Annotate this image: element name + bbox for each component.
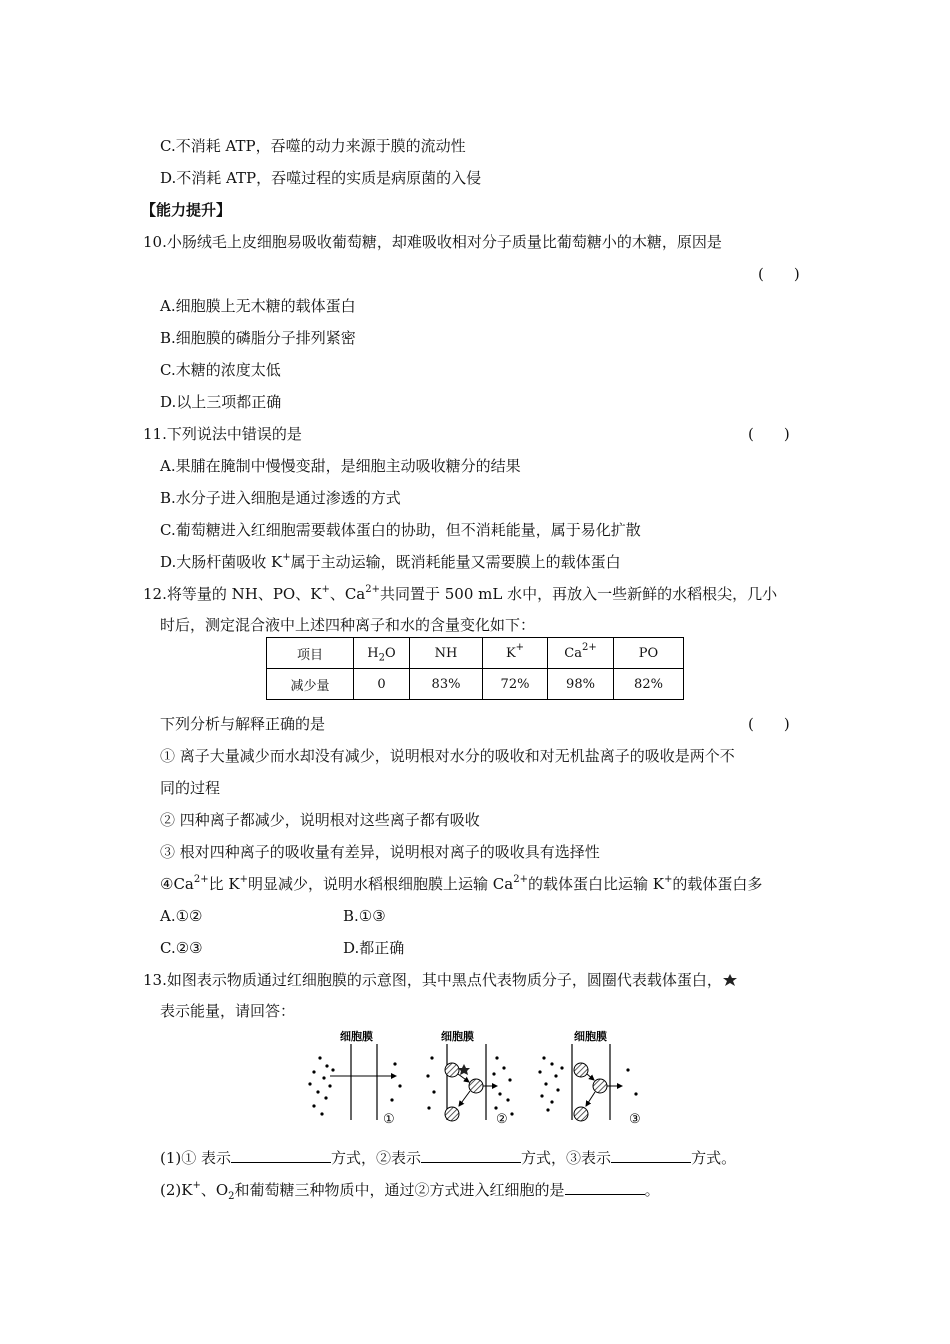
panel-2-active-transport <box>426 1029 513 1127</box>
q11-stem: 11.下列说法中错误的是 <box>143 425 302 443</box>
answer-blank-4[interactable] <box>565 1178 645 1195</box>
table-row <box>267 669 684 700</box>
q10-answer-paren: ( ) <box>758 265 800 283</box>
q12-stem-line2: 时后，测定混合液中上述四种离子和水的含量变化如下： <box>160 616 536 634</box>
q9-option-c: C.不消耗 ATP，吞噬的动力来源于膜的流动性 <box>160 137 466 155</box>
q10-option-b: B.细胞膜的磷脂分子排列紧密 <box>160 329 356 347</box>
carrier-protein <box>574 1063 588 1077</box>
q12-option-c: C.②③ <box>160 939 203 957</box>
q12-option-a: A.①② <box>160 907 203 925</box>
table-cell: $H_2O$ <box>354 638 410 669</box>
section-heading: 【能力提升】 <box>141 201 232 219</box>
q10-option-d: D.以上三项都正确 <box>160 393 282 411</box>
table-cell: 82% <box>614 669 684 700</box>
panel-1-free-diffusion <box>308 1029 401 1127</box>
table-cell: PO <box>614 638 684 669</box>
table-cell: 72% <box>483 669 548 700</box>
q11-option-c: C.葡萄糖进入红细胞需要载体蛋白的协助，但不消耗能量，属于易化扩散 <box>160 521 641 539</box>
q10-option-c: C.木糖的浓度太低 <box>160 361 281 379</box>
carrier-protein <box>574 1107 588 1121</box>
table-cell: $Ca^{2+}$ <box>548 638 614 669</box>
figure-number-2: ② <box>496 1112 508 1127</box>
q13-stem: 13.如图表示物质通过红细胞膜的示意图，其中黑点代表物质分子，圆圈代表载体蛋白， <box>143 970 738 990</box>
membrane-label: 细胞膜 <box>441 1030 474 1043</box>
q11-option-a: A.果脯在腌制中慢慢变甜，是细胞主动吸收糖分的结果 <box>160 457 521 475</box>
membrane-label: 细胞膜 <box>340 1030 373 1043</box>
q12-answer-paren: ( ) <box>748 715 790 733</box>
q11-option-d: D.大肠杆菌吸收 K+属于主动运输，既消耗能量又需要膜上的载体蛋白 <box>160 552 621 571</box>
energy-star-icon <box>458 1064 470 1075</box>
q13-sub1: (1)① 表示 方式，②表示 方式，③表示 方式。 <box>160 1146 736 1168</box>
q12-statement-1-cont: 同的过程 <box>160 779 221 797</box>
q13-stem-line2: 表示能量，请回答： <box>160 1002 296 1020</box>
q10-option-a: A.细胞膜上无木糖的载体蛋白 <box>160 297 356 315</box>
table-cell: NH <box>410 638 483 669</box>
q12-statement-4: $④Ca^{2+}$比 K+明显减少，说明水稻根细胞膜上运输 $Ca^{2+}$的载体蛋白比运输 K+的载体蛋白多 <box>160 874 763 893</box>
table-cell: 98% <box>548 669 614 700</box>
q12-statement-1: ① 离子大量减少而水却没有减少，说明根对水分的吸收和对无机盐离子的吸收是两个不 <box>160 747 735 765</box>
q12-statement-2: ② 四种离子都减少，说明根对这些离子都有吸收 <box>160 811 480 829</box>
table-cell: 减少量 <box>267 669 354 700</box>
q12-statement-3: ③ 根对四种离子的吸收量有差异，说明根对离子的吸收具有选择性 <box>160 843 600 861</box>
membrane-transport-figure <box>300 1028 680 1128</box>
q12-question: 下列分析与解释正确的是 <box>160 715 326 733</box>
table-row <box>267 638 684 669</box>
figure-number-1: ① <box>383 1112 395 1127</box>
table-cell: 83% <box>410 669 483 700</box>
panel-3-facilitated-diffusion <box>538 1029 640 1127</box>
energy-star-icon <box>722 973 738 987</box>
answer-blank-1[interactable] <box>231 1146 331 1163</box>
carrier-protein <box>445 1063 459 1077</box>
q11-answer-paren: ( ) <box>748 425 790 443</box>
table-cell: 0 <box>354 669 410 700</box>
carrier-protein <box>593 1079 607 1093</box>
q12-option-d: D.都正确 <box>343 939 405 957</box>
q12-option-b: B.①③ <box>343 907 386 925</box>
answer-blank-3[interactable] <box>611 1146 691 1163</box>
q12-stem: 12.将等量的 NH、PO、K+、$Ca^{2+}$共同置于 500 mL 水中，再放入一些新鲜的水稻根尖，几小 <box>143 584 778 603</box>
answer-blank-2[interactable] <box>421 1146 521 1163</box>
q10-stem: 10.小肠绒毛上皮细胞易吸收葡萄糖，却难吸收相对分子质量比葡萄糖小的木糖，原因是 <box>143 233 722 251</box>
table-cell: K+ <box>483 638 548 669</box>
table-cell: 项目 <box>267 638 354 669</box>
figure-number-3: ③ <box>629 1112 641 1127</box>
carrier-protein <box>445 1107 459 1121</box>
membrane-label: 细胞膜 <box>574 1030 607 1043</box>
carrier-protein <box>469 1079 483 1093</box>
q13-sub2: (2)K+、$O_2$和葡萄糖三种物质中，通过②方式进入红细胞的是 。 <box>160 1180 660 1202</box>
q11-option-b: B.水分子进入细胞是通过渗透的方式 <box>160 489 401 507</box>
ion-table <box>266 637 684 700</box>
q9-option-d: D.不消耗 ATP，吞噬过程的实质是病原菌的入侵 <box>160 169 482 187</box>
